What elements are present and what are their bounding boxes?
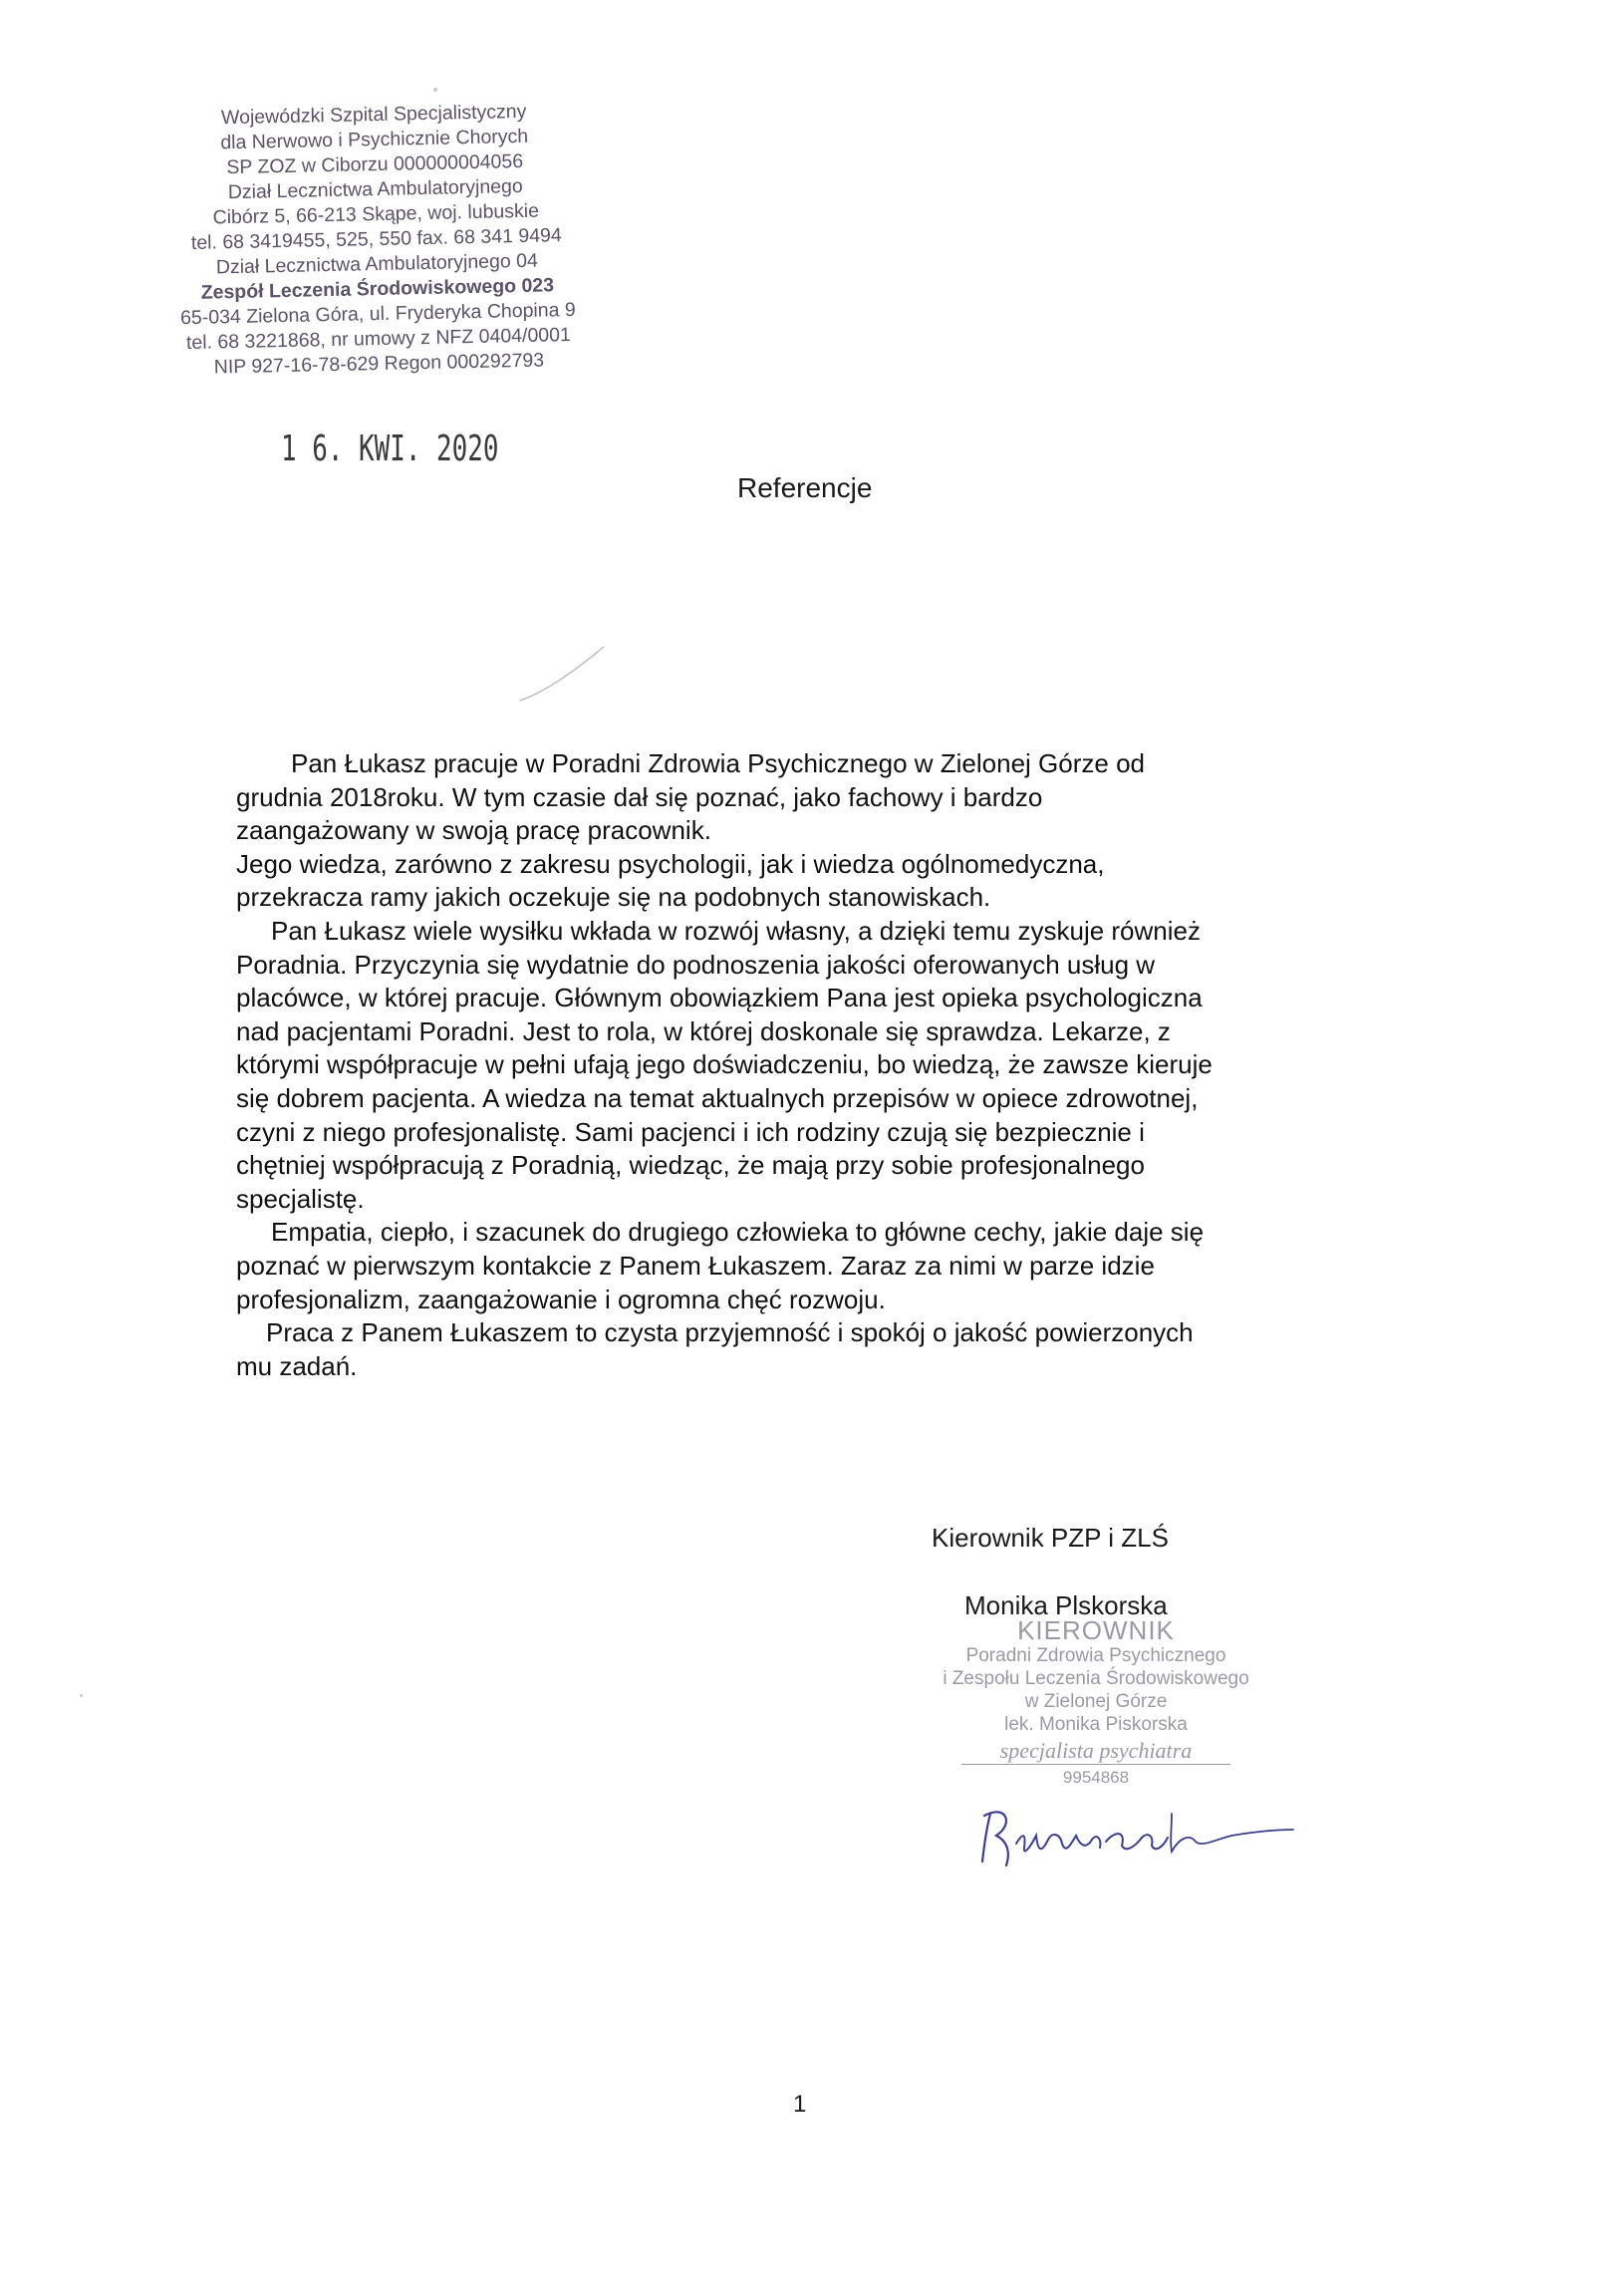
scan-speck <box>80 1694 83 1697</box>
body-line: Jego wiedza, zarówno z zakresu psychologii, jak i wiedza ogólnomedyczna, <box>236 848 1105 879</box>
stamp-line: tel. 68 3419455, 525, 550 fax. 68 341 9494 <box>190 224 562 254</box>
hospital-stamp <box>139 98 614 382</box>
body-line: Pan Łukasz pracuje w Poradni Zdrowia Psychicznego w Zielonej Górze od <box>291 748 1145 778</box>
stamp-number: 9954868 <box>1062 1768 1130 1787</box>
stamp-head: KIEROWNIK <box>1017 1615 1175 1645</box>
date-stamp: 1 6. KWI. 2020 <box>281 429 499 469</box>
body-line: specjalistę. <box>236 1183 365 1214</box>
stamp-line: dla Nerwowo i Psychicznie Chorych <box>220 125 529 154</box>
body-line: Praca z Panem Łukaszem to czysta przyjemność i spokój o jakość powierzonych <box>266 1317 1194 1348</box>
pen-stroke-mark <box>518 643 608 703</box>
stamp-line: SP ZOZ w Ciborzu 000000004056 <box>226 149 524 179</box>
page-number: 1 <box>793 2091 807 2118</box>
body-line: nad pacjentami Poradni. Jest to rola, w której doskonale się sprawdza. Lekarze, z <box>236 1015 1171 1046</box>
stamp-line: tel. 68 3221868, nr umowy z NFZ 0404/0001 <box>185 323 572 355</box>
signature-role: Kierownik PZP i ZLŚ <box>932 1523 1169 1553</box>
stamp-line: i Zespołu Leczenia Środowiskowego <box>943 1668 1249 1689</box>
document-title: Referencje <box>737 472 873 503</box>
body-line: przekracza ramy jakich oczekuje się na podobnych stanowiskach. <box>236 882 991 913</box>
stamp-line: 65-034 Zielona Góra, ul. Fryderyka Chopina 9 <box>179 298 576 330</box>
doctor-stamp <box>867 1616 1325 1789</box>
body-line: Empatia, ciepło, i szacunek do drugiego człowieka to główne cechy, jakie daje się <box>271 1217 1205 1248</box>
body-line: chętniej współpracują z Poradnią, wiedząc, że mają przy sobie profesjonalnego <box>236 1150 1145 1181</box>
signature-name: Monika Plskorska <box>964 1590 1168 1620</box>
body-line: czyni z niego profesjonalistę. Sami pacjenci i ich rodziny czują się bezpiecznie i <box>236 1116 1145 1147</box>
body-line: się dobrem pacjenta. A wiedza na temat aktualnych przepisów w opiece zdrowotnej, <box>236 1082 1199 1113</box>
body-line: mu zadań. <box>236 1350 358 1381</box>
stamp-line: Poradni Zdrowia Psychicznego <box>965 1645 1226 1666</box>
stamp-line: Wojewódzki Szpital Specjalistyczny <box>220 100 527 130</box>
letter-body <box>236 747 1367 1383</box>
stamp-line: Dział Lecznictwa Ambulatoryjnego 04 <box>215 249 539 279</box>
body-line: placówce, w której pracuje. Głównym obowiązkiem Pana jest opieka psychologiczna <box>236 983 1203 1013</box>
body-line: grudnia 2018roku. W tym czasie dał się poznać, jako fachowy i bardzo <box>236 781 1043 812</box>
stamp-specialty: specjalista psychiatra <box>961 1738 1230 1765</box>
body-line: profesjonalizm, zaangażowanie i ogromna chęć rozwoju. <box>236 1284 886 1314</box>
body-line: Poradnia. Przyczynia się wydatnie do podnoszenia jakości oferowanych usług w <box>236 949 1156 980</box>
body-line: poznać w pierwszym kontakcie z Panem Łukaszem. Zaraz za nimi w parze idzie <box>236 1250 1155 1281</box>
stamp-line: Cibórz 5, 66-213 Skąpe, woj. lubuskie <box>212 199 540 229</box>
stamp-line: NIP 927-16-78-629 Regon 000292793 <box>213 349 545 379</box>
stamp-line: Zespół Leczenia Środowiskowego 023 <box>200 274 555 304</box>
stamp-line: Dział Lecznictwa Ambulatoryjnego <box>227 174 523 204</box>
body-line: którymi współpracuje w pełni ufają jego doświadczeniu, bo wiedzą, że zawsze kieruje <box>236 1049 1213 1080</box>
stamp-line: lek. Monika Piskorska <box>1004 1714 1188 1735</box>
body-line: Pan Łukasz wiele wysiłku wkłada w rozwój własny, a dzięki temu zyskuje również <box>271 915 1201 946</box>
body-line: zaangażowany w swoją pracę pracownik. <box>236 815 711 846</box>
handwritten-signature <box>976 1784 1295 1893</box>
stamp-line: w Zielonej Górze <box>1024 1691 1168 1712</box>
scan-speck <box>433 88 437 92</box>
